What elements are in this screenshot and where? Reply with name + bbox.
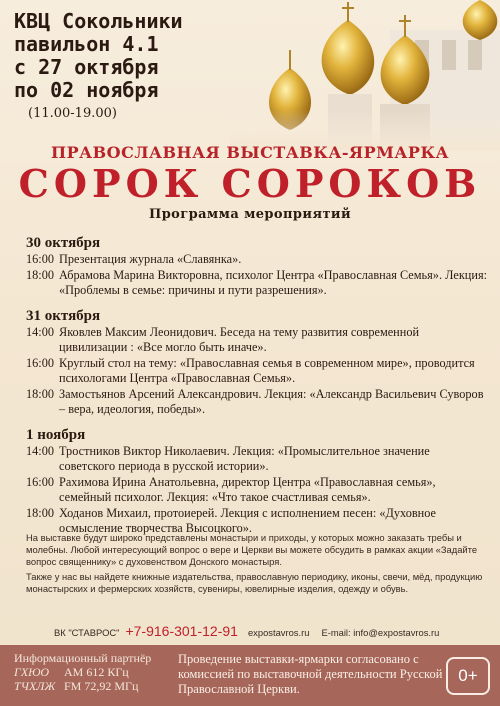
phone-number: +7-916-301-12-91 [125, 623, 238, 639]
end-date-line: по 02 ноября [14, 78, 159, 102]
radio-logo: ТЧХЛЖ [14, 679, 56, 693]
partner-label: Информационный партнёр [14, 651, 152, 665]
day-date: 1 ноября [26, 426, 86, 443]
expo-subtitle: ПРАВОСЛАВНАЯ ВЫСТАВКА-ЯРМАРКА [50, 143, 450, 162]
venue-line: КВЦ Сокольники [14, 9, 183, 33]
schedule-item [26, 252, 488, 268]
day-date: 30 октября [26, 235, 101, 251]
event-description: Рахимова Ирина Анатольевна, директор Центра «Православная семья», семейный психолог. Лекция: «Что такое счастливая семья». [59, 474, 436, 504]
program-heading: Программа мероприятий [149, 207, 351, 222]
event-time: 18:00 [26, 386, 55, 401]
am-frequency: АМ 612 КГц [64, 665, 129, 679]
website: expostavros.ru [247, 627, 310, 638]
event-time: 18:00 [26, 505, 55, 520]
event-time: 18:00 [26, 267, 55, 282]
event-time: 16:00 [26, 252, 55, 266]
event-description: Абрамова Марина Викторовна, психолог Центра «Православная Семья». Лекция: «Проблемы в семье: причины и пути разрешения». [59, 267, 488, 297]
schedule-item [26, 356, 488, 387]
approval-note: Проведение выставки-ярмарки согласовано с комиссией по выставочной деятельности Русской Православной Церкви. [178, 652, 443, 696]
radio-logo: ГХЮО [14, 665, 50, 679]
event-time: 16:00 [26, 474, 55, 489]
schedule-item [26, 268, 488, 299]
email: E-mail: info@expostavros.ru [321, 627, 440, 638]
info-paragraph: Также у нас вы найдете книжные издательства, православную периодику, иконы, свечи, мёд, продукцию монастырских и фермерских хозяйств, сувениры, ювелирные изделия, одежду и обувь. [26, 571, 483, 594]
start-date-line: с 27 октября [14, 55, 159, 79]
venue-header [14, 10, 183, 121]
schedule-item [26, 475, 488, 506]
expo-title: СОРОК СОРОКОВ [18, 161, 482, 206]
schedule-item [26, 387, 488, 418]
event-description: Ходанов Михаил, протоиерей. Лекция с исполнением песен: «Духовное осмысление творчества Высоцкого». [59, 505, 437, 535]
event-description: Презентация журнала «Славянка». [59, 252, 242, 266]
opening-hours: (11.00-19.00) [28, 106, 117, 121]
event-time: 16:00 [26, 355, 55, 370]
vk-group: ВК "СТАВРОС" [54, 627, 120, 638]
age-rating-badge: 0+ [446, 657, 490, 695]
schedule [26, 234, 488, 537]
fm-frequency: FM 72,92 МГц [64, 679, 139, 693]
event-description: Тростников Виктор Николаевич. Лекция: «Промыслительное значение советского периода в русской истории». [59, 443, 430, 473]
schedule-item [26, 325, 488, 356]
pavilion-line: павильон 4.1 [14, 32, 159, 56]
cathedral-domes-illustration [230, 0, 500, 150]
radio-partner [14, 651, 151, 693]
event-description: Замостьянов Арсений Александрович. Лекция: «Александр Васильевич Суворов – вера, идеология, победы». [59, 386, 484, 416]
schedule-item [26, 444, 488, 475]
event-time: 14:00 [26, 443, 55, 458]
info-paragraph: На выставке будут широко представлены монастыри и приходы, у которых можно заказать требы и молебны. Любой интересующий вопрос о вере и Церкви вы можете обсудить в рамках акции «Задайте вопрос священнику» с духовенством Донского монастыря. [26, 532, 478, 567]
event-time: 14:00 [26, 324, 55, 339]
event-description: Круглый стол на тему: «Православная семья в современном мире», проводится психологами Центра «Православная Семья». [59, 355, 475, 385]
event-description: Яковлев Максим Леонидович. Беседа на тему развития современной цивилизации : «Все могло быть иначе». [59, 324, 420, 354]
day-date: 31 октября [26, 307, 101, 324]
info-block [26, 532, 486, 598]
contacts-line [54, 623, 474, 639]
